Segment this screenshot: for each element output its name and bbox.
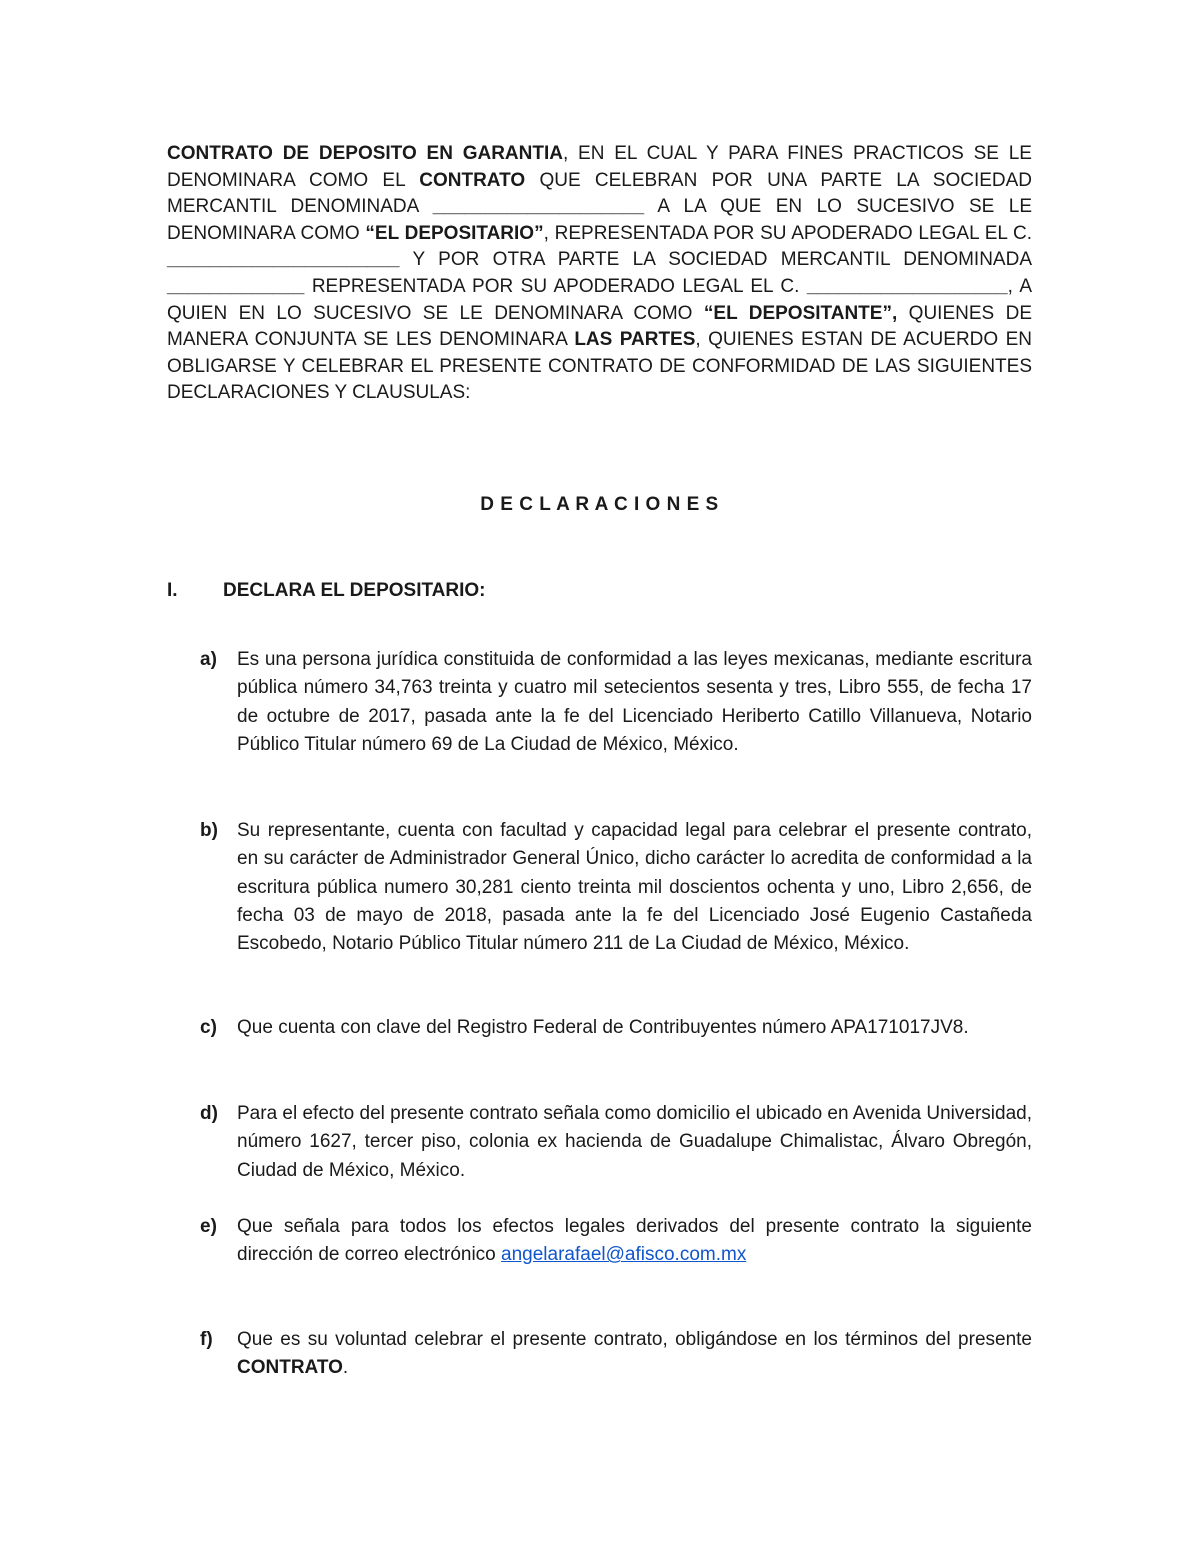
item-text: Que cuenta con clave del Registro Federal de Contribuyentes número APA171017JV8.	[237, 1017, 969, 1038]
item-e-text: Que señala para todos los efectos legales derivados del presente contrato la siguiente dirección de correo electrónico	[237, 1216, 1032, 1266]
intro-text-8: QUIENES DE MANERA CONJUNTA SE LES DENOMINARA	[167, 302, 1032, 351]
email-link[interactable]: angelarafael@afisco.com.mx	[501, 1244, 747, 1266]
declaration-item-c	[200, 1014, 1032, 1042]
intro-text-7: , A QUIEN EN LO SUCESIVO SE LE DENOMINARA COMO	[167, 275, 1032, 324]
intro-text-9: , QUIENES ESTAN DE ACUERDO EN OBLIGARSE Y CELEBRAR EL PRESENTE CONTRATO DE CONFORMIDAD DE LAS SIGUIENTES DECLARACIONES Y CLAUSULAS:	[167, 329, 1032, 404]
item-marker: e)	[200, 1216, 217, 1237]
intro-text-4: , REPRESENTADA POR SU APODERADO LEGAL EL C.	[543, 222, 1032, 244]
item-text: Para el efecto del presente contrato señala como domicilio el ubicado en Avenida Universidad, número 1627, tercer piso, colonia ex hacienda de Guadalupe Chimalistac, Álvaro Obregón, Ciudad de México, México.	[237, 1103, 1032, 1181]
item-marker: c)	[200, 1017, 217, 1038]
contract-term: CONTRATO	[419, 169, 526, 191]
item-text: Su representante, cuenta con facultad y capacidad legal para celebrar el presente contrato, en su carácter de Administrador General Único, dicho carácter lo acredita de conformidad a la escritura pública numero 30,281 ciento treinta mil doscientos ochenta y uno, Libro 2,656, de fecha 03 de mayo de 2018, pasada ante la fe del Licenciado José Eugenio Castañeda Escobedo, Notario Público Titular número 211 de La Ciudad de México, México.	[237, 820, 1032, 955]
contract-term: CONTRATO	[237, 1357, 343, 1379]
blank-line-company-2: _____________	[167, 275, 305, 297]
intro-text-1: , EN EL CUAL Y PARA FINES PRACTICOS SE LE DENOMINARA COMO EL	[167, 143, 1032, 191]
declaration-item-d	[200, 1100, 1032, 1185]
item-marker: a)	[200, 649, 217, 670]
declaration-item-f	[200, 1326, 1032, 1383]
declaraciones-heading: D E C L A R A C I O N E S	[480, 494, 719, 515]
item-marker: f)	[200, 1329, 213, 1350]
blank-line-representative-2: ___________________	[806, 275, 1008, 297]
intro-text-6: REPRESENTADA POR SU APODERADO LEGAL EL C.	[304, 275, 807, 297]
blank-line-representative-1: ______________________	[167, 249, 400, 271]
item-text	[237, 1326, 1032, 1383]
item-text: Es una persona jurídica constituida de conformidad a las leyes mexicanas, mediante escritura pública número 34,763 treinta y cuatro mil setecientos sesenta y tres, Libro 555, de fecha 17 de octubre de 2017, pasada ante la fe del Licenciado Heriberto Catillo Villanueva, Notario Público Titular número 69 de La Ciudad de México, México.	[237, 649, 1032, 755]
blank-line-company-1: ____________________	[432, 196, 645, 218]
intro-text-2: QUE CELEBRAN POR UNA PARTE LA SOCIEDAD MERCANTIL DENOMINADA	[167, 169, 1033, 218]
declaration-item-b	[200, 817, 1032, 958]
section-title	[167, 580, 1032, 602]
contract-title: CONTRATO DE DEPOSITO EN GARANTIA	[167, 143, 563, 164]
intro-text-3: A LA QUE EN LO SUCESIVO SE LE DENOMINARA COMO	[167, 196, 1032, 244]
declaration-item-e	[200, 1213, 1032, 1270]
intro-paragraph	[167, 141, 1032, 407]
depositante-term: “EL DEPOSITANTE”,	[703, 302, 898, 324]
partes-term: LAS PARTES	[574, 329, 696, 351]
item-marker: d)	[200, 1103, 218, 1124]
depositario-term: “EL DEPOSITARIO”	[365, 222, 544, 244]
section-title-text: DECLARA EL DEPOSITARIO:	[223, 580, 486, 601]
item-f-text: Que es su voluntad celebrar el presente contrato, obligándose en los términos del presente	[237, 1329, 1032, 1350]
item-marker: b)	[200, 820, 218, 841]
intro-text-5: Y POR OTRA PARTE LA SOCIEDAD MERCANTIL DENOMINADA	[399, 249, 1032, 271]
item-text	[237, 1213, 1032, 1270]
section-number: I.	[167, 580, 178, 601]
item-f-period: .	[342, 1357, 349, 1379]
declaration-item-a	[200, 646, 1032, 759]
